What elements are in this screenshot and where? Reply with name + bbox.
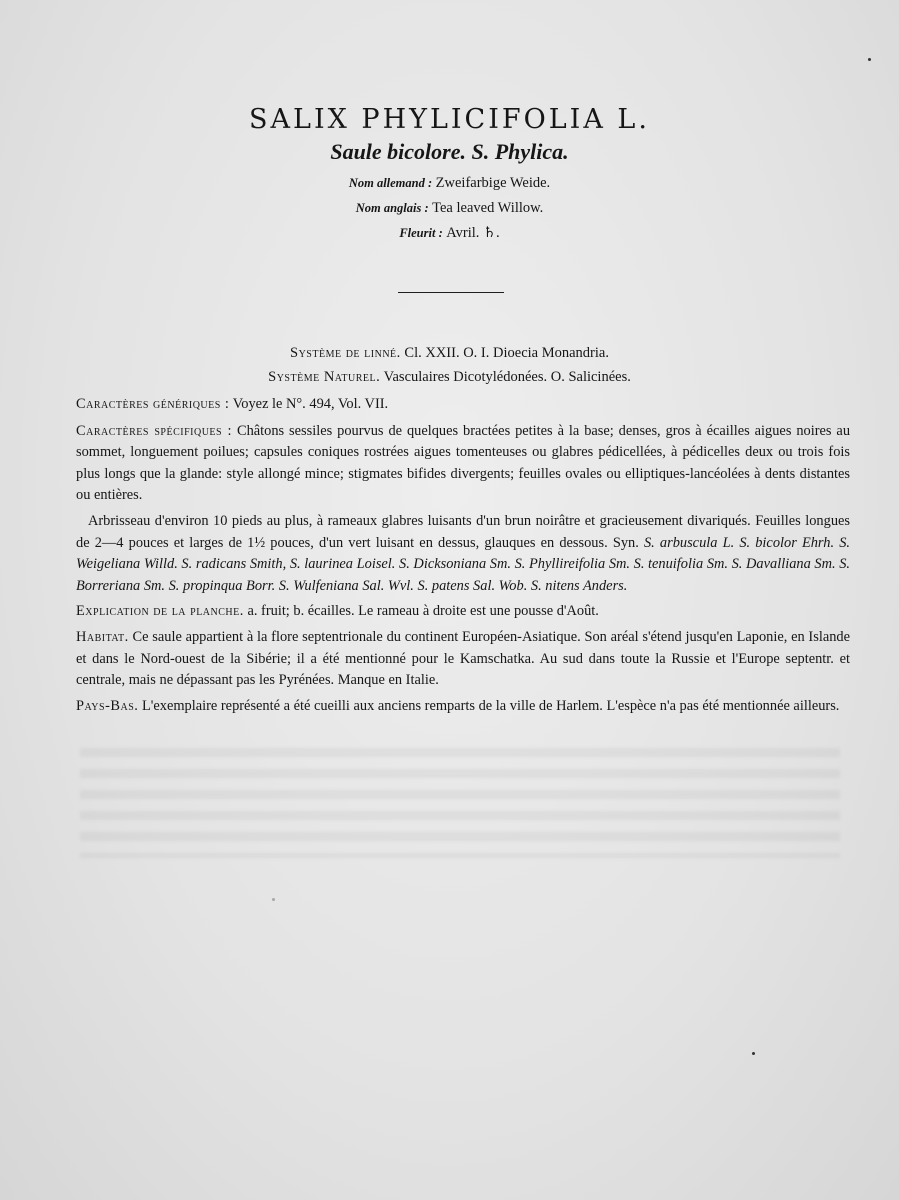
page-title: SALIX PHYLICIFOLIA L.: [249, 104, 650, 135]
common-names: [0, 171, 899, 246]
pays-bas-value: L'exemplaire représenté a été cueilli aux anciens remparts de la ville de Harlem. L'espèce n'a pas été mentionnée ailleurs.: [141, 697, 840, 714]
nom-allemand-value: Zweifarbige Weide.: [435, 175, 551, 191]
speck: [868, 58, 871, 61]
synonyms-list: S. arbuscula L. S. bicolor Ehrh. S. Weigeliana Willd. S. radicans Smith, S. laurinea Loisel. S. Dicksoniana Sm. S. Phyllireifolia Sm. S. tenuifolia Sm. S. Davalliana Sm. S. Borreriana Sm. S. propinqua Borr. S. Wulfeniana Sal. Wvl. S. patens Sal. Wob. S. nitens Anders.: [76, 534, 850, 594]
page-header: [0, 104, 899, 246]
speck: [272, 898, 275, 901]
caracteres-generiques-value: Voyez le N°. 494, Vol. VII.: [232, 396, 389, 412]
systeme-naturel-value: Vasculaires Dicotylédonées. O. Salicinées.: [383, 369, 631, 385]
fleurit-value: Avril. ♄.: [446, 225, 500, 241]
explication-paragraph: [76, 601, 850, 623]
habitat-value: Ce saule appartient à la flore septentrionale du continent Européen-Asiatique. Son aréal s'étend jusqu'en Laponie, en Islande et dans le Nord-ouest de la Sibérie; il a été mentionné pour le Kamschatka. Au sud dans toute la Russie et l'Europe septentr. et centrale, mais ne dépassant pas les Pyrénées. Manque en Italie.: [76, 628, 850, 689]
systeme-naturel-label: Système Naturel.: [268, 369, 381, 385]
systeme-linne-label: Système de linné.: [290, 345, 401, 361]
habitat-paragraph: [76, 627, 850, 692]
bleed-through-text: [80, 748, 840, 858]
page-subtitle: Saule bicolore. S. Phylica.: [330, 139, 569, 164]
systeme-linne-value: Cl. XXII. O. I. Dioecia Monandria.: [404, 345, 609, 361]
description-body: [76, 394, 850, 721]
systeme-linne-line: [0, 341, 899, 365]
habitat-label: Habitat.: [76, 628, 129, 645]
arbrisseau-text: Arbrisseau d'environ 10 pieds au plus, à rameaux glabres luisants d'un brun noirâtre et gracieusement divariqués. Feuilles longues de 2—4 pouces et larges de 1½ pouces, d'un vert luisant en dessus, glauques en dessous. Syn.: [76, 512, 850, 551]
classification-systems: [0, 341, 899, 389]
explication-label: Explication de la planche.: [76, 603, 244, 620]
fleurit-label: Fleurit :: [399, 226, 443, 240]
section-divider: [398, 292, 504, 293]
caracteres-specifiques-paragraph: [76, 421, 850, 507]
pays-bas-label: Pays-Bas.: [76, 697, 139, 714]
pays-bas-paragraph: [76, 696, 850, 718]
caracteres-generiques-paragraph: [76, 394, 850, 416]
nom-allemand-label: Nom allemand :: [348, 176, 433, 190]
nom-allemand-line: [0, 171, 899, 196]
caracteres-specifiques-label: Caractères spécifiques :: [76, 422, 233, 439]
caracteres-specifiques-value: Châtons sessiles pourvus de quelques bractées petites à la base; denses, gros à écailles aigues noires au sommet, longuement poilues; capsules coniques rostrées aigues tomenteuses ou glabres pédicellées, à pédicelles deux ou trois fois plus longs que la glande: style allongé mince; stigmates bifides divergents; feuilles ovales ou elliptiques-lancéolées à dents distantes ou entières.: [76, 422, 851, 504]
arbrisseau-paragraph: [76, 511, 850, 597]
nom-anglais-value: Tea leaved Willow.: [432, 200, 544, 216]
nom-anglais-line: [0, 196, 899, 221]
systeme-naturel-line: [0, 365, 899, 389]
explication-value: a. fruit; b. écailles. Le rameau à droite est une pousse d'Août.: [247, 603, 599, 620]
caracteres-generiques-label: Caractères génériques :: [76, 396, 230, 412]
nom-anglais-label: Nom anglais :: [355, 201, 429, 215]
fleurit-line: [0, 221, 899, 246]
speck: [752, 1052, 755, 1055]
